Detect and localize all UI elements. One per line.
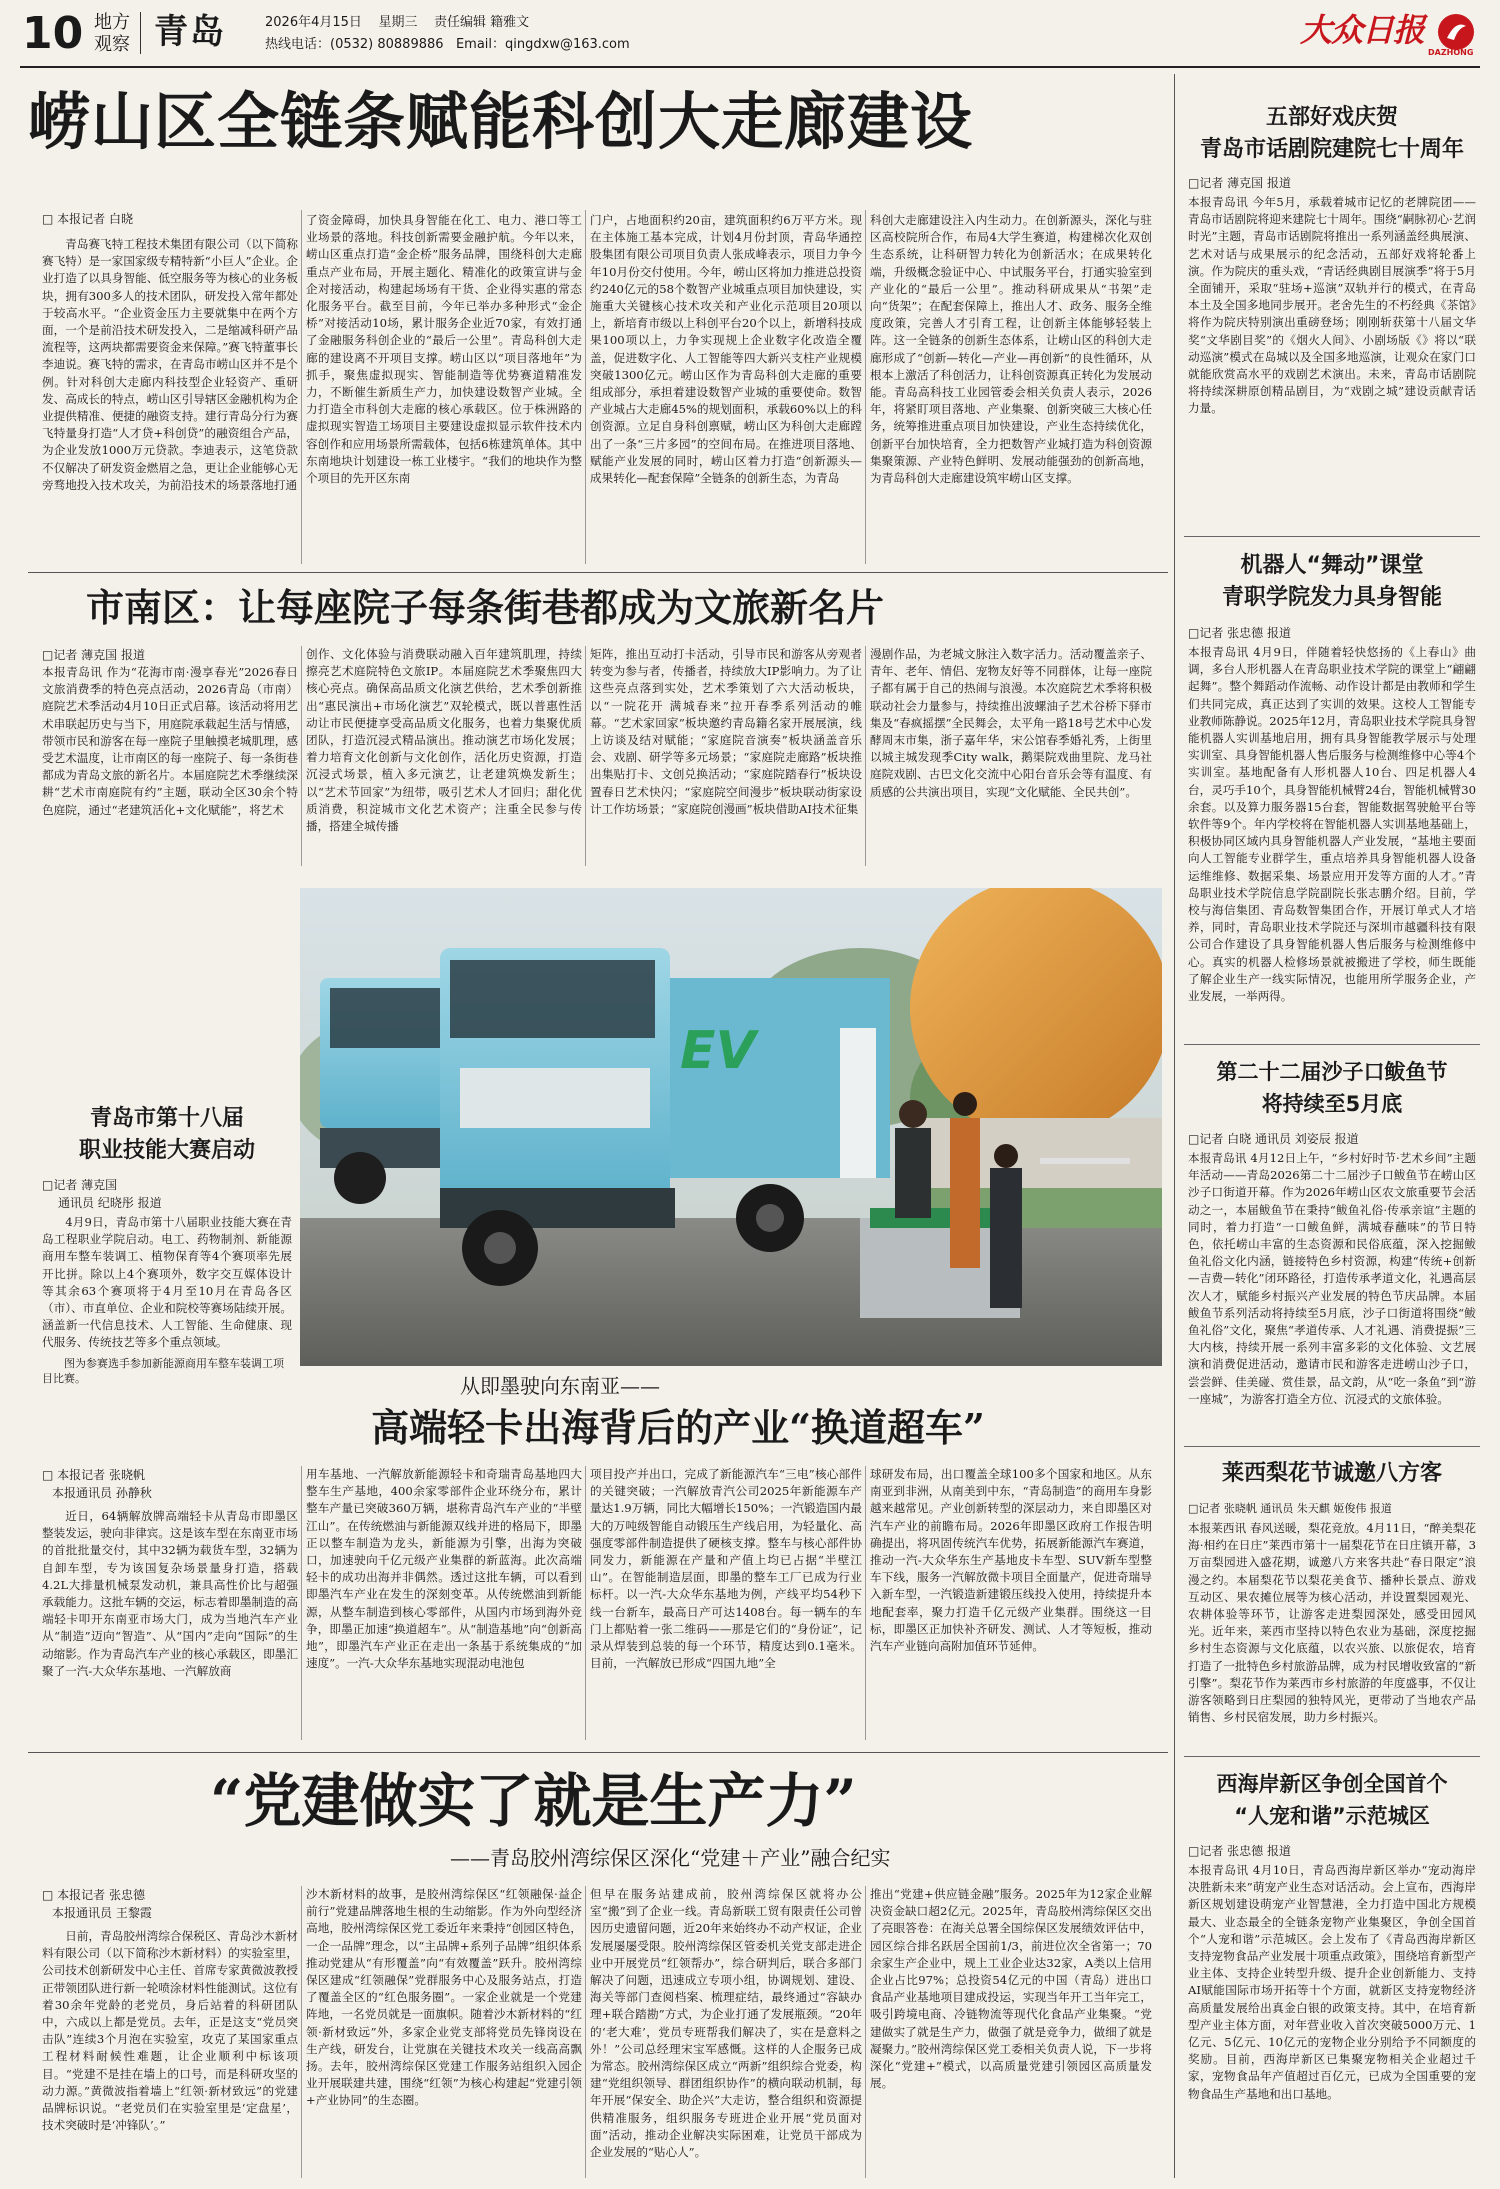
box-icon: □ [42,1888,54,1902]
party-col-2: 沙木新材料的故事，是胶州湾综保区“红领融保·益企前行”党建品牌落地生根的生动缩影。作为外向型经济高地，胶州湾综保区党工委近年来秉持“创园区特色，一企一品牌”理念，以“主品牌+系列子品牌”组织体系推动党建从“有形覆盖”向“有效覆盖”跃升。胶州湾综保区建成“红领融保”党群服务中心及服务站点，打造了覆盖全区的“红色服务圈”。一家企业就是一个党建阵地，一名党员就是一面旗帜。随着沙木新材料的“红领·新材致远”外，多家企业党支部将党员先锋岗设在生产线，研发台，让党旗在关键技术攻关一线高高飘扬。去年，胶州湾综保区党建工作服务站组织入园企业开展联建共建，围绕“红领”为核心构建起“党建引领+产业协同”的生态圈。 [306,1887,582,2108]
section-label-b: 观察 [94,34,130,55]
issue-date: 2026年4月15日 [265,15,362,30]
xihaian-byline: □记者 张忠德 报道 [1188,1844,1291,1858]
party-subhead: ——青岛胶州湾综保区深化“党建＋产业”融合纪实 [450,1846,891,1870]
party-byline-2: 本报通讯员 王黎霞 [52,1906,152,1920]
box-icon: □ [42,1468,54,1482]
qingdao18-headline-2: 职业技能大赛启动 [78,1138,255,1163]
lead-col-3: 门户，占地面积约20亩，建筑面积约6万平方米。现在主体施工基本完成，计划4月份封顶，青岛华通控股集团有限公司项目负责人张成峰表示，项目力争今年10月份交付使用。今年，崂山区将加力推进总投资约240亿元的58个数智产业城重点项目加快建设，实施重大关键核心技术攻关和产业化示范项目20项以上，新培育市级以上科创平台20个以上，新增科技成果100项以上，力争实现规上企业数字化改造全覆盖，促进数字化、人工智能等四大新兴支柱产业规模突破1300亿元。崂山区作为青岛科创大走廊的重要组成部分，承担着建设数智产业城的重要使命。数智产业城占大走廊45%的规划面积，承载60%以上的科创资源。立足自身科创禀赋，崂山区为科创大走廊蹚出了一条“三片多园”的空间布局。在推进项目落地、赋能产业发展的同时，崂山区着力打造“创新源头—成果转化—配套保障”全链条的创新生态，为青岛 [590,213,862,486]
party-headline: “党建做实了就是生产力” [210,1767,857,1835]
email: Email：qingdxw@163.com [455,37,630,52]
issue-weekday: 星期三 [378,15,418,30]
truck-byline-1: □ 本报记者 张晓帆 [42,1468,145,1482]
truck-col-2: 用车基地、一汽解放新能源轻卡和奇瑞青岛基地四大整车生产基地，400余家零部件企业环绕分布，累计整车产量已突破360万辆，堪称青岛汽车产业的“半壁江山”。在传统燃油与新能源双线并进的格局下，即墨正以整车制造为龙头，新能源为引擎，出海为突破口，加速驶向千亿元级产业集群的新蓝海。此次高端轻卡的成功出海并非偶然。透过这批车辆，可以看到即墨汽车产业在发生的深刻变革。从传统燃油到新能源，从整车制造到核心零部件，从国内市场到海外竞争，即墨正加速“换道超车”。从“制造基地”向“创新高地”，即墨汽车产业正在走出一条基于系统集成的“加速度”。一汽-大众华东基地实现混动电池包 [306,1467,582,1671]
box-icon: □ [1188,176,1200,190]
shinan-col-4: 漫剧作品，为老城文脉注入数字活力。活动覆盖亲子、青年、老年、情侣、宠物友好等不同群体，让每一座院子都有属于自己的热闹与浪漫。本次庭院艺术季将积极联动社会力量参与，持续推出波螺油子艺术谷桥下驿市集及“春疯摇摆”全民舞会，太平角一路18号艺术中心发酵周末市集，浙子嘉年华，宋公馆春季婚礼秀，上街里以城主城发现季City walk，鹅渠院戏曲里院、龙马社庭院戏剧、古巴文化交流中心阳台音乐会等有温度、有质感的公共演出项目，实现“文化赋能、全民共创”。 [870,647,1152,799]
box-icon: □ [42,648,54,662]
lead-byline: □ 本报记者 白晓 [42,212,133,226]
party-col-1: 日前，青岛胶州湾综合保税区、青岛沙木新材料有限公司（以下简称沙木新材料）的实验室里，公司技术创新研发中心主任、首席专家黄微波教授正带领团队进行新一轮喷涂材料性能测试。这位有着30余年党龄的老党员，身后站着的科研团队中，六成以上都是党员。去年，正是这支“党员突击队”连续3个月泡在实验室，攻克了某国家重点工程材料耐候性难题，让企业顺利中标该项目。“党建不是挂在墙上的口号，而是科研攻坚的动力源。”黄微波指着墙上“红领·新材致远”的党建品牌标识说。“老党员们在实验室里是‘定盘星’，技术突破时是‘冲锋队’。” [42,1929,298,2133]
shinan-byline: □记者 薄克国 报道 [42,648,145,662]
xihaian-headline-1: 西海岸新区争创全国首个 [1216,1772,1448,1796]
box-icon: □ [1188,626,1200,640]
wuxi-headline-2: 青岛市话剧院建院七十周年 [1199,137,1464,162]
lead-col-2: 了资金障碍，加快具身智能在化工、电力、港口等工业场景的落地。科技创新需要金融护航。今年以来，崂山区重点打造“金企桥”服务品牌，围绕科创大走廊重点产业布局，开展主题化、精准化的政策宣讲与金企对接活动，构建起场场有干货、企业得实惠的常态化服务平台。截至目前，今年已举办多种形式“金企桥”对接活动10场，累计服务企业近70家，有效打通了金融服务科创企业的“最后一公里”。青岛科创大走廊的建设离不开项目支撑。崂山区以“项目落地年”为抓手，聚焦虚拟现实、智能制造等优势赛道精准发力，不断催生新质生产力，加快建设数智产业城。全力打造全市科创大走廊的核心承载区。位于株洲路的虚拟现实智造工场项目主要建设虚拟显示软件技术内容创作和应用场景所需载体，包括6栋建筑单体。其中东南地块计划建设一栋工业楼宇。“我们的地块作为整个项目的先开区东南 [306,213,582,486]
shazikou-headline-2: 将持续至5月底 [1261,1092,1403,1116]
shazikou-byline: □记者 白晓 通讯员 刘姿辰 报道 [1188,1132,1359,1146]
logo-text: 大众日报 [1300,11,1425,49]
lead-col-1: 青岛赛飞特工程技术集团有限公司（以下简称赛飞特）是一家国家级专精特新“小巨人”企业。企业打造了以具身智能、低空服务等为核心的业务板块，拥有300多人的技术团队，研发投入常年都处于较高水平。“企业资金压力主要就集中在两个方面，一个是前沿技术研发投入，二是缩减科研产品流程等，这两块都需要资金来保障。”赛飞特董事长李迪说。赛飞特的需求，在青岛市崂山区并不是个例。针对科创大走廊内科技型企业轻资产、重研发、高成长的特点，崂山区引导辖区金融机构为企业提供精准、便捷的融资支持。建行青岛分行为赛飞特量身打造“人才贷+科创贷”的融资组合产品，为企业发放1000万元贷款。李迪表示，这笔贷款不仅解决了研发资金燃眉之急，更让企业能够心无旁骛地投入技术攻关，为前沿技术的场景落地打通 [42,237,298,492]
qingdao18-headline-1: 青岛市第十八届 [89,1106,244,1131]
qingdao18-body: 4月9日，青岛市第十八届职业技能大赛在青岛工程职业学院启动。电工、药物制剂、新能源商用车整车装调工、植物保育等4个赛项率先展开比拼。除以上4个赛项外，数字交互媒体设计等其余63个赛项将于4月至10月在青岛各区（市）、市直单位、企业和院校等赛场陆续开展。涵盖新一代信息技术、人工智能、生命健康、现代服务、传统技艺等多个重点领域。 [42,1215,292,1350]
laixi-body: 本报莱西讯 春风送暖，梨花竞放。4月11日，“醉美梨花海·相约在日庄”莱西市第十一届梨花节在日庄镇开幕，3万亩梨园进入盛花期，诚邀八方来客共赴“春日限定”浪漫之约。本届梨花节以梨花美食节、播种长景点、游戏互动区、果农摊位展等为核心活动，并设置梨园观光、农耕体验等环节，让游客走进梨园深处，感受田园风光。近年来，莱西市坚持以特色农业为基础，深度挖掘乡村生态资源与文化底蕴，以农兴旅、以旅促农，培育打造了一批特色乡村旅游品牌，成为村民增收致富的“新引擎”。梨花节作为莱西市乡村旅游的年度盛事，不仅让游客领略到日庄梨园的独特风光，更带动了当地农产品销售、乡村民宿发展，助力乡村振兴。 [1188,1521,1476,1725]
svg-text:EV: EV [680,1021,756,1081]
shinan-col-1: 本报青岛讯 作为“花海市南·漫享春光”2026春日文旅消费季的特色亮点活动，2026青岛（市南）庭院艺术季活动4月10日正式启幕。该活动将用艺术串联起历史与当下，用庭院承载起生活与情感，带领市民和游客在每一座院子里触摸老城肌理，感受艺术温度，让市南区的每一座院子、每一条街巷都成为青岛文旅的新名片。本届庭院艺术季继续深耕“艺术市南庭院有约”主题，联动全区30余个特色庭院，通过“老建筑活化+文化赋能”，将艺术 [42,665,298,817]
shinan-col-2: 创作、文化体验与消费联动融入百年建筑肌理，持续擦亮艺术庭院特色文旅IP。本届庭院艺术季聚焦四大核心亮点。确保高品质文化演艺供给，艺术季创新推出“惠民演出+市场化演艺”双轮模式，既以普惠性活动让市民便捷享受高品质文化服务，也着力集聚优质团队，打造沉浸式精品演出。推动演艺市场化发展；着力培育文化创新与文化创作，活化历史资源，打造沉浸式场景，植入多元演艺，让老建筑焕发新生；以“艺术节回家”为纽带，吸引艺术人才回归；甜化优质消费，积淀城市文化艺术资产；注重全民参与传播，搭建全城传播 [306,647,582,834]
qingdao18-byline-1: □记者 薄克国 [42,1178,118,1192]
wuxi-headline-1: 五部好戏庆贺 [1265,105,1398,130]
page-number: 10 [22,8,84,59]
truck-col-3: 项目投产并出口，完成了新能源汽车“三电”核心部件的关键突破；一汽解放青汽公司2025年新能源车产量达1.9万辆，同比大幅增长150%；一汽锻造国内最大的万吨级智能自动锻压生产线启用，为轻量化、高强度零部件制造提供了硬核支撑。整车与核心部件协同发力，新能源在产量和产值上均已占据“半壁江山”。在智能制造层面，即墨的整车工厂已成为行业标杆。以一汽-大众华东基地为例，产线平均54秒下线一台新车，最高日产可达1408台。每一辆车的车门上都贴着一张二维码——那是它们的“身份证”，记录从焊装到总装的每一个环节，精度达到0.1毫米。目前，一汽解放已形成“四国九地”全 [590,1467,862,1671]
party-col-4: 推出“党建+供应链金融”服务。2025年为12家企业解决资金缺口超2亿元。2025年，青岛胶州湾综保区交出了亮眼答卷：在海关总署全国综保区发展绩效评估中，园区综合排名跃居全国前1/3，前进位次全省第一；70余家生产企业中，规上工业企业达32家，A类以上信用企业占比97%；总投资54亿元的中国（青岛）进出口食品产业基地项目建成投运，实现当年开工当年完工，吸引跨境电商、冷链物流等现代化食品产业集聚。“党建做实了就是生产力，做强了就是竞争力，做细了就是凝聚力。”胶州湾综保区党工委相关负责人说，下一步将深化“党建+”模式，以高质量党建引领园区高质量发展。 [870,1887,1152,2091]
party-byline-1: □ 本报记者 张忠德 [42,1888,145,1902]
wuxi-body: 本报青岛讯 今年5月，承载着城市记忆的老牌院团——青岛市话剧院将迎来建院七十周年。围绕“嗣脉初心·艺润时光”主题，青岛市话剧院将推出一系列涵盖经典展演、艺术对话与成果展示的纪念活动，五部好戏将轮番上演。作为院庆的重头戏，“青话经典剧目展演季”将于5月全面铺开，采取“驻场+巡演”双轨并行的模式，在青岛本土及全国多地同步展开。老舍先生的不朽经典《茶馆》将作为院庆特别演出重磅登场；刚刚斩获第十八届文华奖“文华剧目奖”的《烟火人间》、小剧场版《》将以“联动巡演”模式在岛城以及全国多地巡演，让观众在家门口就能欣赏高水平的戏剧艺术演出。未来，青岛市话剧院将持续深耕原创精品剧目，为“戏剧之城”建设贡献青话力量。 [1188,195,1476,416]
wuxi-byline: □记者 薄克国 报道 [1188,176,1291,190]
box-icon: □ [1188,1502,1199,1515]
shazikou-body: 本报青岛讯 4月12日上午，“乡村好时节·艺术乡间”主题年活动——青岛2026第二十二届沙子口鲅鱼节在崂山区沙子口街道开幕。作为2026年崂山区农文旅重要节会活动之一，本届鲅鱼节在秉持“鲅鱼礼俗·传承亲谊”主题的同时，着力打造“一口鲅鱼鲜，满城春蘸味”的节日特色，依托崂山丰富的生态资源和民俗底蕴，深入挖掘鲅鱼礼俗文化内涵，链接特色乡村资源，构建“传统+创新—吉费—转化”闭环路径，打造传承孝道文化，礼遇高层次人才，赋能乡村振兴产业发展的特色节庆品牌。本届鲅鱼节系列活动将持续至5月底，沙子口街道将围绕“鲅鱼礼俗”文化，聚焦“孝道传承、人才礼遇、消费提振”三大内核，持续开展一系列丰富多彩的文化体验、文艺展演和消费促进活动，邀请市民和游客走进崂山沙子口，尝尝鲜、佳美碰、赏佳景，品文韵，从“吃一条鱼”到“游一座城”，为游客打造全方位、沉浸式的文旅体验。 [1188,1151,1476,1406]
hotline: 热线电话：(0532) 80889886 [265,37,444,52]
truck-kicker: 从即墨驶向东南亚—— [460,1374,660,1398]
laixi-headline: 莱西梨花节诚邀八方客 [1221,1461,1442,1486]
qingdao18-byline-2: 通讯员 纪晓彤 报道 [58,1196,162,1210]
xihaian-headline-2: “人宠和谐”示范城区 [1234,1804,1430,1828]
laixi-byline: □记者 张晓帆 通讯员 朱天麒 姬俊伟 报道 [1188,1502,1392,1515]
xihaian-body: 本报青岛讯 4月10日，青岛西海岸新区举办“宠动海岸 决胜新未来”萌宠产业生态对话活动。会上宣布，西海岸新区规划建设萌宠产业智慧港，全力打造中国北方规模最大、业态最全的全链条宠物产业集聚区，争创全国首个“人宠和谐”示范城区。会上发布了《青岛西海岸新区支持宠物食品产业发展十项重点政策》，围绕培育新型产业主体、支持企业转型升级、提升企业创新能力、支持AI赋能国际市场开拓等十个方面，就新区支持宠物经济高质量发展给出真金白银的政策支持。其中，在培育新型产业主体方面，对年营业收入首次突破5000万元、1亿元、5亿元、10亿元的宠物企业分别给予不同额度的奖励。目前，西海岸新区已集聚宠物相关企业超过千家，宠物食品年产值超过百亿元，已成为全国重要的宠物食品生产基地和出口基地。 [1188,1863,1476,2101]
logo-flame-icon [1436,12,1476,52]
robot-body: 本报青岛讯 4月9日，伴随着轻快悠扬的《上春山》曲调，多台人形机器人在青岛职业技术学院的课堂上“翩翩起舞”。整个舞蹈动作流畅、动作设计都是由教师和学生们共同完成，真正达到了实训的效果。这校人工智能专业教师陈静说。2025年12月，青岛职业技术学院具身智能机器人实训基地启用，拥有具身智能教学展示与处理实训室、具身智能机器人售后服务与检测维修中心等4个实训室。基地配备有人形机器人10台、四足机器人4台，灵巧手10个，具身智能机械臂24台，智能机械臂30余套。以及算力服务器15台套，智能数据驾驶舱平台等软件等9个。年内学校将在智能机器人实训基地基础上，积极协同区域内具身智能机器人产业发展，“基地主要面向人工智能专业群学生，重点培养具身智能机器人设备运维维修、数据采集、场景应用开发等方面的人才。”青岛职业技术学院信息学院副院长张志鹏介绍。目前，学校与海信集团、青岛数智集团合作，开展订单式人才培养，同时，青岛职业技术学院还与深圳市越疆科技有限公司合作建设了具身智能机器人售后服务与检测维修中心。真实的机器人检修场景就被搬进了学校，师生既能了解企业生产一线实际情况，也能用所学服务企业，产业发展，一举两得。 [1188,645,1476,1004]
truck-byline-2: 本报通讯员 孙静秋 [52,1486,152,1500]
truck-photo [300,888,1162,1366]
robot-headline-2: 青职学院发力具身智能 [1221,585,1442,610]
city-name: 青岛 [154,12,226,52]
shinan-headline: 市南区：让每座院子每条街巷都成为文旅新名片 [86,586,885,630]
truck-headline: 高端轻卡出海背后的产业“换道超车” [371,1405,985,1450]
section-label-a: 地方 [94,12,130,33]
box-icon: □ [1188,1132,1200,1146]
logo-subtext: DAZHONG [1428,48,1474,57]
qingdao18-caption: 图为参赛选手参加新能源商用车整车装调工项目比赛。 [42,1357,284,1385]
masthead [0,0,1500,62]
robot-byline: □记者 张忠德 报道 [1188,626,1291,640]
box-icon: □ [42,212,54,226]
editor: 责任编辑 籍雅文 [433,15,530,30]
shazikou-headline-1: 第二十二届沙子口鲅鱼节 [1216,1060,1448,1084]
party-col-3: 但早在服务站建成前，胶州湾综保区就将办公室“搬”到了企业一线。青岛新联工贸有限责任公司曾因历史遗留问题，近20年来始终办不动产权证，企业发展屡屡受限。胶州湾综保区管委机关党支部走进企业中开展党员“红领帮办”，综合研判后，联合多部门解决了问题，迅速成立专项小组，协调规划、建设、海关等部门查阅档案、梳理症结，最终通过“容缺办理+联合踏勘”方式，为企业打通了发展瓶颈。“20年的‘老大难’，党员专班帮我们解决了，实在是意料之外！”公司总经理宋宝军感慨。这样的人企服务已成为常态。胶州湾综保区成立“两新”组织综合党委，构建“党组织领导、群团组织协作”的横向联动机制，每年开展“保安全、助企兴”大走访，整合组织和资源提供精准服务，组织服务专班进企业开展“党员面对面”活动，推动企业解决实际困难，让党员干部成为企业发展的“贴心人”。 [590,1887,862,2160]
box-icon: □ [42,1178,54,1192]
newspaper-logo [1300,8,1480,58]
truck-col-1: 近日，64辆解放牌高端轻卡从青岛市即墨区整装发运，驶向非律宾。这是该车型在东南亚市场的首批批量交付，其中32辆为载货车型，32辆为自卸车型，专为该国复杂场景量身打造，搭载4.2L大排量机械泵发动机，兼具高性价比与超强承载能力。这批车辆的交运，标志着即墨制造的高端轻卡叩开东南亚市场大门，成为当地汽车产业从“制造”迈向“智造”、从“国内”走向“国际”的生动缩影。作为青岛汽车产业的核心承载区，即墨汇聚了一汽-大众华东基地、一汽解放商 [42,1509,298,1678]
truck-col-4: 球研发布局，出口覆盖全球100多个国家和地区。从东南亚到非洲，从南美到中东，“青岛制造”的商用车身影越来越常见。产业创新转型的深层动力，来自即墨区对汽车产业的前瞻布局。2026年即墨区政府工作报告明确提出，将巩固传统汽车优势，拓展新能源汽车赛道，推动一汽-大众华东生产基地皮卡车型、SUV新车型整车下线，服务一汽解放微卡项目全面量产，促进奇瑞导入新车型，一汽锻造新建锻压线投入使用，持续提升本地配套率，聚力打造千亿元级产业集群。围绕这一目标，即墨区正加快补齐研发、测试、人才等短板，推动汽车产业链向高附加值环节延伸。 [870,1467,1152,1654]
robot-headline-1: 机器人“舞动”课堂 [1240,553,1424,578]
lead-headline: 崂山区全链条赋能科创大走廊建设 [28,85,974,158]
box-icon: □ [1188,1844,1200,1858]
lead-col-4: 科创大走廊建设注入内生动力。在创新源头，深化与驻区高校院所合作，布局4大学生赛道，构建梯次化双创生态系统，让科研智力转化为创新活水；在成果转化端，升级概念验证中心、中试服务平台，打通实验室到产业化的“最后一公里”。推动科研成果从“书架”走向“货架”；在配套保障上，推出人才、政务、服务全维度政策，完善人才引育工程，让创新主体能够轻装上阵。这一全链条的创新生态体系，让崂山区的科创大走廊形成了“创新—转化—产业—再创新”的良性循环，从根本上激活了科创活力，让科创资源真正转化为发展动能。青岛高科技工业园管委会相关负责人表示，2026年，将紧盯项目落地、产业集聚、创新突破三大核心任务，统筹推进重点项目加快建设，产业生态持续优化，创新平台加快培育，全力把数智产业城打造为科创资源集聚策源、产业特色鲜明、发展动能强劲的创新高地，为青岛科创大走廊建设筑牢崂山区支撑。 [870,213,1152,486]
shinan-col-3: 矩阵，推出互动打卡活动，引导市民和游客从旁观者转变为参与者，传播者，持续放大IP影响力。为了让这些亮点落到实处，艺术季策划了六大活动板块，以“一院花开 满城春来”拉开春季系列活动的帷幕。“艺术家回家”板块邀约青岛籍名家开展展演，线上访谈及结对赋能；“家庭院音演奏”板块涵盖音乐会、戏剧、研学等多元场景；“家庭院走廊路”板块推出集贴打卡、文创兑换活动；“家庭院踏春行”板块设置春日艺术快闪；“家庭院空间漫步”板块联动街家设计工作坊场景；“家庭院创漫画”板块借助AI技术征集 [590,647,862,816]
